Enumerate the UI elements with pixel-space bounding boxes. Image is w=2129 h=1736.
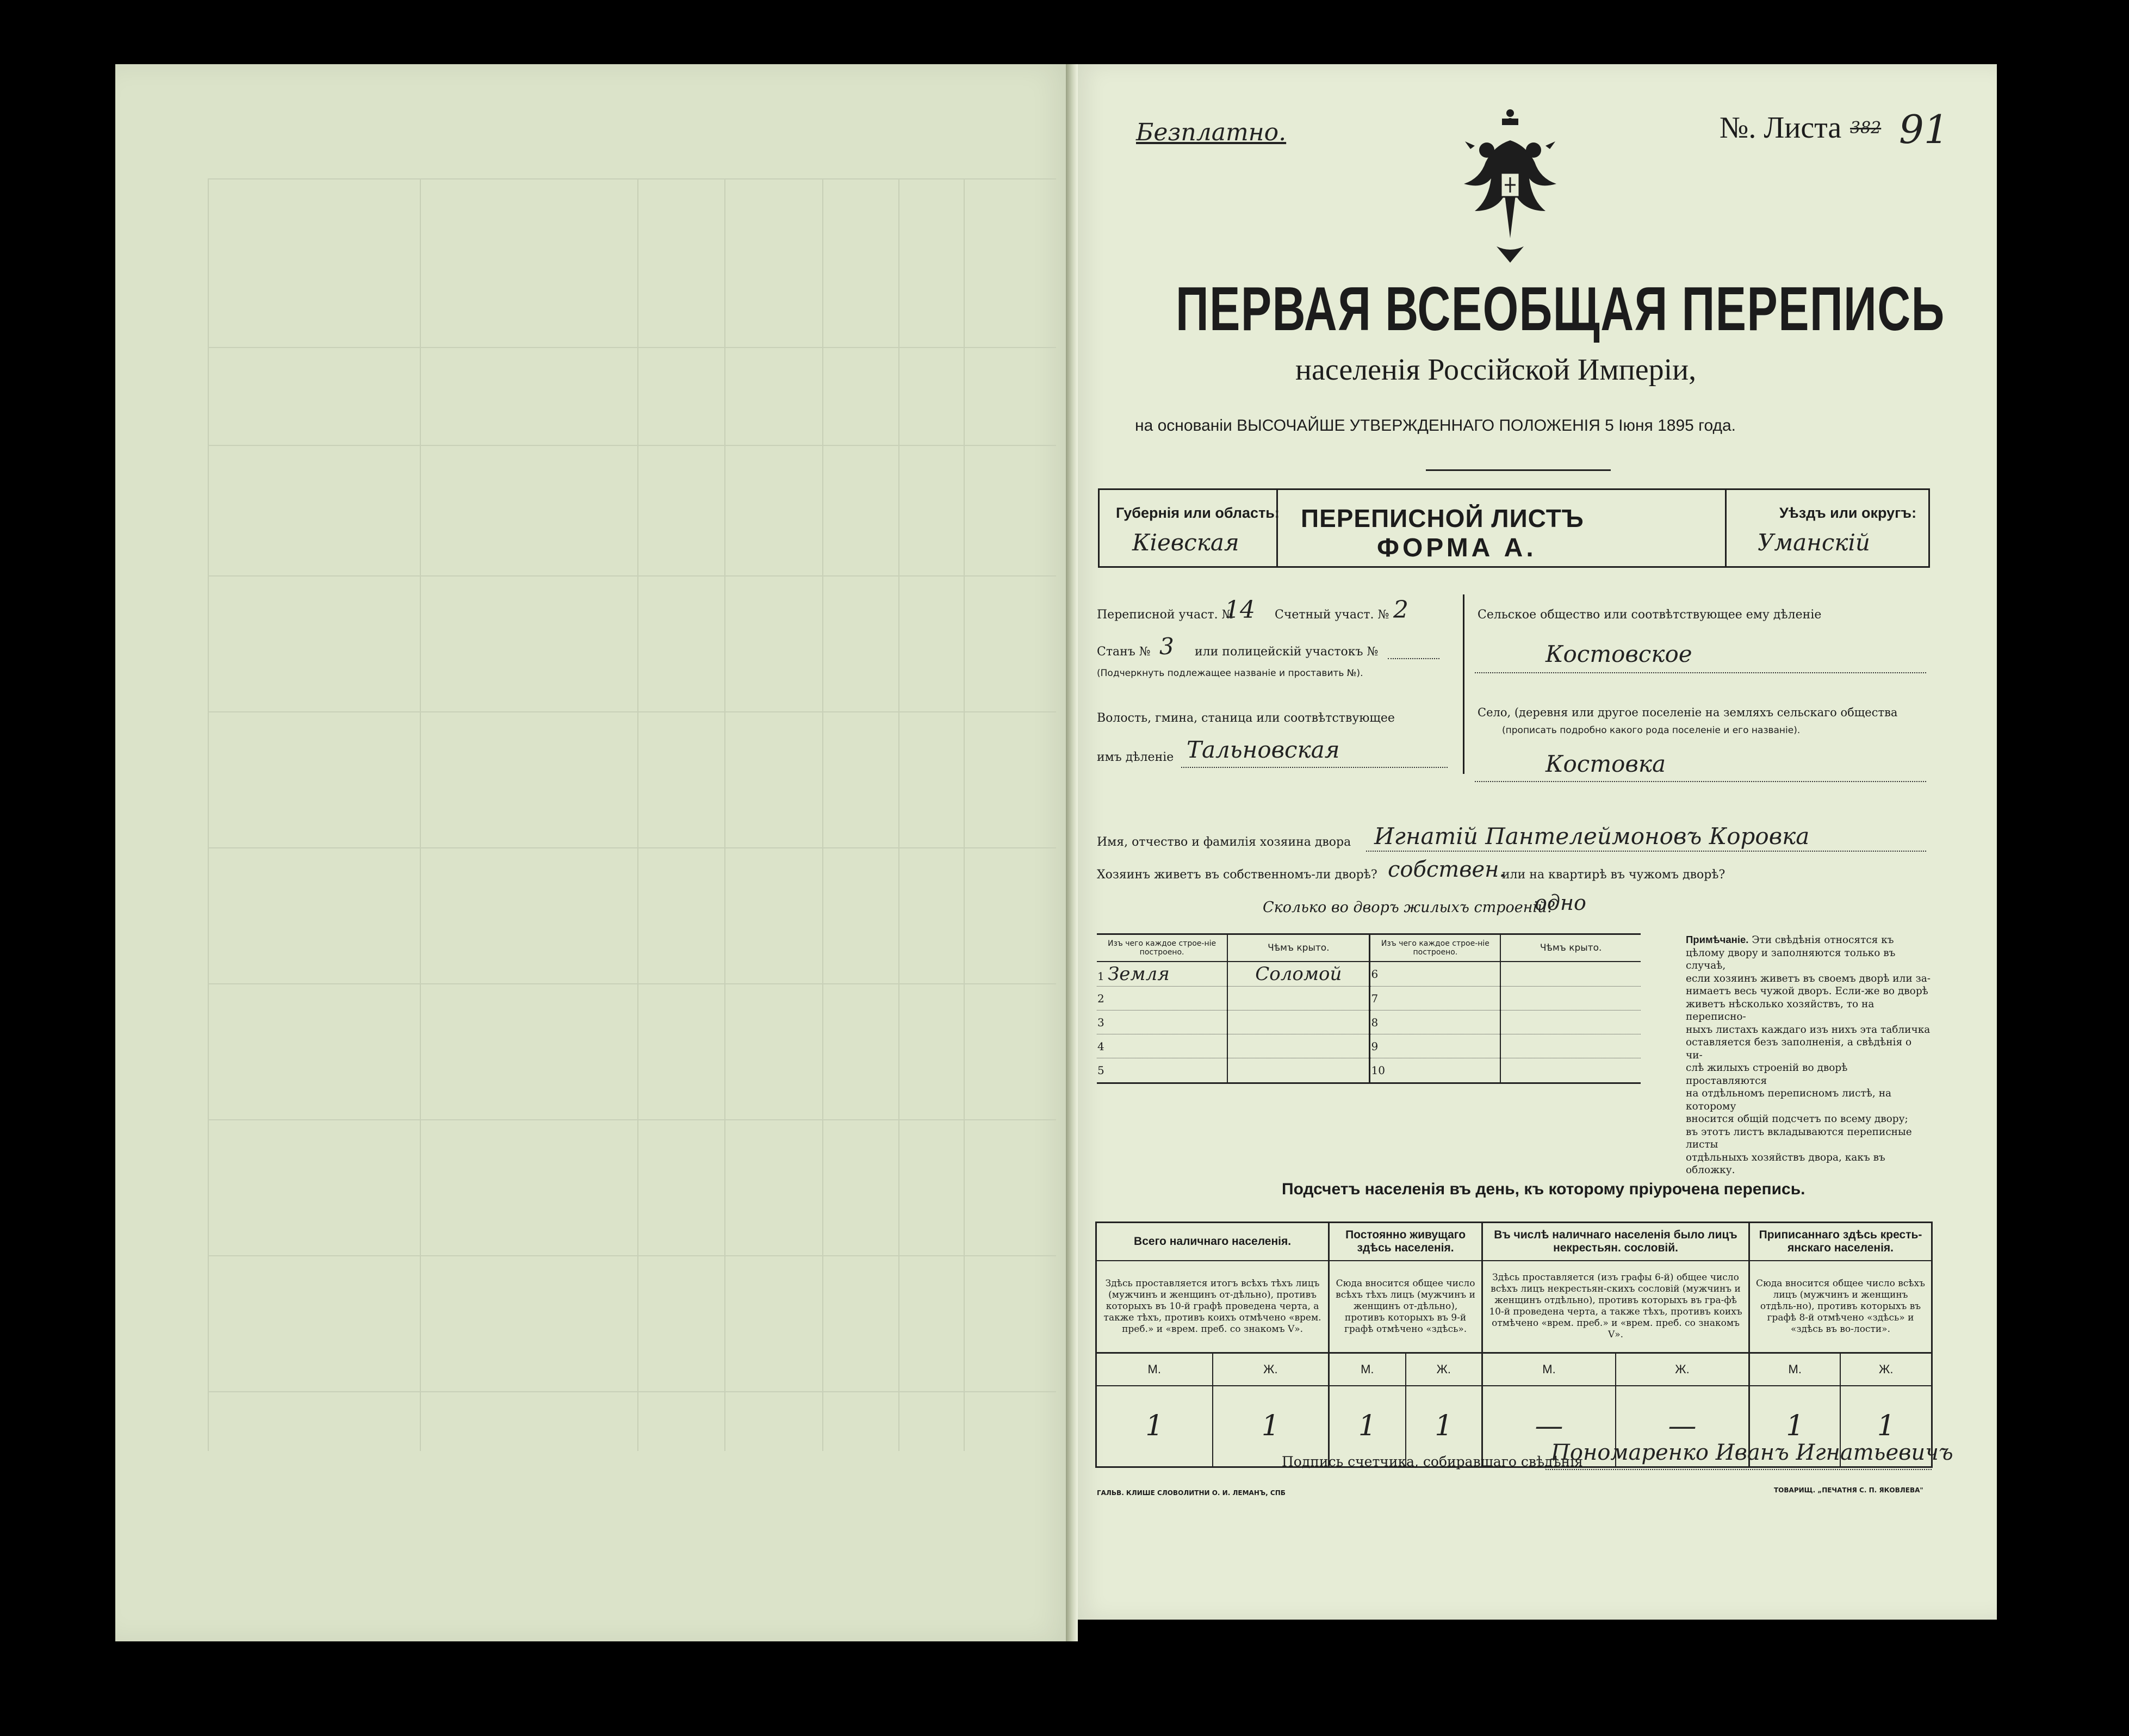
female-count: 1 <box>1406 1386 1482 1467</box>
note-line: оставляется безъ заполненія, а свѣдѣнія о чи- <box>1686 1037 1912 1061</box>
police-section-line <box>1388 658 1439 659</box>
building-row <box>1370 1034 1500 1058</box>
bleed-line <box>724 178 725 1451</box>
page-fold <box>1066 64 1078 1641</box>
community-label: Сельское общество или соотвѣтствующее ему дѣленіе <box>1478 608 1822 622</box>
building-row <box>1370 987 1500 1010</box>
row-number: 5 <box>1097 1064 1104 1077</box>
building-row <box>1097 1010 1227 1034</box>
census-section-label: Переписной участ. № <box>1097 608 1233 622</box>
row-number: 7 <box>1371 991 1379 1005</box>
bleed-line <box>208 1255 1056 1256</box>
count-description: Сюда вносится общее число всѣхъ лицъ (мужчинъ и женщинъ отдѣль-но), противъ которыхъ въ графѣ 8-й отмѣчено «здѣсь» и «здѣсь въ во-лости». <box>1756 1278 1925 1335</box>
bleed-line <box>208 1391 1056 1392</box>
district-value: Уманскій <box>1758 529 1870 556</box>
village-label: Село, (деревня или другое поселеніе на земляхъ сельскаго общества <box>1478 706 1898 719</box>
material-header: Изъ чего каждое строе-ніе построено. <box>1097 934 1227 962</box>
printer-credit-right: ТОВАРИЩ. „ПЕЧАТНЯ С. П. ЯКОВЛЕВА" <box>1774 1486 1923 1494</box>
sheet-number-label: №. Листа <box>1720 111 1842 145</box>
note-line: слѣ жилыхъ строеній во дворѣ проставляются <box>1686 1062 1848 1087</box>
note-line: отдѣльныхъ хозяйствъ двора, какъ въ обложку. <box>1686 1151 1885 1176</box>
row-number: 9 <box>1371 1039 1379 1053</box>
building-material: Земля <box>1108 963 1170 985</box>
row-number: 1 <box>1097 969 1104 983</box>
lives-value: собствен. <box>1388 857 1506 882</box>
count-header: Постоянно живущаго здѣсь населенія. <box>1329 1223 1482 1261</box>
count-title: Подсчетъ населенія въ день, къ которому пріурочена перепись. <box>1282 1180 1805 1198</box>
count-description: Сюда вносится общее число всѣхъ тѣхъ лицъ (мужчинъ и женщинъ от-дѣльно), противъ которыхъ въ 9-й графѣ отмѣчено «здѣсь». <box>1329 1261 1482 1353</box>
count-description: Здѣсь проставляется итогъ всѣхъ тѣхъ лицъ (мужчинъ и женщинъ от-дѣльно), противъ которыхъ въ 10-й графѣ проведена черта, а также тѣхъ, противъ коихъ отмѣчено «врем. преб.» и «врем. преб. со знакомъ V». <box>1096 1261 1329 1353</box>
female-label: Ж. <box>1879 1362 1894 1376</box>
bleed-line <box>208 347 1056 348</box>
ornament-divider <box>1426 469 1611 471</box>
bleed-line <box>208 445 1056 446</box>
count-header: Всего наличнаго населенія. <box>1096 1223 1329 1261</box>
roof-header-2: Чѣмъ крыто. <box>1540 942 1602 953</box>
note-line: въ этотъ листъ вкладываются переписные листы <box>1686 1126 1912 1150</box>
form-subtitle: населенія Россійской Имперіи, <box>1295 353 1697 387</box>
note-line: нимаетъ весь чужой дворъ. Если-же во дворѣ <box>1686 985 1928 997</box>
building-roof <box>1500 1034 1641 1058</box>
building-row <box>1370 962 1500 987</box>
form-a-label: ФОРМА А. <box>1377 534 1537 562</box>
village-note: (прописать подробно какого рода поселеніе и его названіе). <box>1502 725 1801 736</box>
owner-line <box>1366 851 1926 852</box>
note-line: Эти свѣдѣнія относятся къ <box>1752 934 1894 946</box>
count-description: Здѣсь проставляется (изъ графы 6-й) общее число всѣхъ лицъ некрестьян-скихъ сословій (мужчинъ и женщинъ отдѣльно), противъ которыхъ въ гра-фѣ 10-й проведена черта, а также тѣхъ, противъ коихъ отмѣчено «врем. преб.» и «врем. преб. со знакомъ V». <box>1482 1261 1749 1353</box>
building-row <box>1097 987 1227 1010</box>
count-header: Приписаннаго здѣсь кресть-янскаго населенія. <box>1759 1228 1922 1254</box>
note-line: цѣлому двору и заполняются только въ случаѣ, <box>1686 947 1896 971</box>
female-label: Ж. <box>1213 1353 1329 1386</box>
bleed-line <box>208 847 1056 848</box>
male-label: М. <box>1749 1353 1841 1386</box>
volost-line <box>1181 767 1448 768</box>
row-number: 2 <box>1097 991 1104 1005</box>
building-roof <box>1227 962 1370 987</box>
roof-value: Соломой <box>1255 963 1342 985</box>
owner-value: Игнатій Пантелеймоновъ Коровка <box>1374 823 1810 850</box>
bleed-line <box>822 178 823 1451</box>
census-sheet-title: ПЕРЕПИСНОЙ ЛИСТЪ <box>1301 504 1584 532</box>
female-count: — <box>1616 1386 1749 1467</box>
bleed-line <box>637 178 638 1451</box>
building-row <box>1097 1034 1227 1058</box>
volost-value: Тальновская <box>1187 736 1340 763</box>
roof-header: Чѣмъ крыто. <box>1227 934 1370 962</box>
lives-alt-label: или на квартирѣ въ чужомъ дворѣ? <box>1502 868 1725 882</box>
lives-label: Хозяинъ живетъ въ собственномъ-ли дворѣ? <box>1097 868 1377 882</box>
form-basis: на основаніи ВЫСОЧАЙШЕ УТВЕРЖДЕННАГО ПОЛОЖЕНІЯ 5 Іюня 1895 года. <box>1135 417 1736 435</box>
count-section-value: 2 <box>1393 596 1408 624</box>
note-label: Примѣчаніе. <box>1686 934 1749 945</box>
male-count: — <box>1482 1386 1616 1467</box>
census-section-value: 14 <box>1225 596 1255 624</box>
census-form-page <box>1072 64 1997 1620</box>
free-label: Безплатно. <box>1136 119 1287 146</box>
row-number: 4 <box>1097 1039 1104 1053</box>
signature-label: Подпись счетчика, собиравшаго свѣдѣнія <box>1282 1454 1583 1470</box>
sheet-number-struck: 382 <box>1850 119 1882 138</box>
note-line: ныхъ листахъ каждаго изъ нихъ эта табличка <box>1686 1024 1931 1036</box>
bleed-line <box>208 178 209 1451</box>
female-label: Ж. <box>1616 1353 1749 1386</box>
building-roof <box>1227 1058 1370 1083</box>
building-roof <box>1500 987 1641 1010</box>
police-section-label: или полицейскій участокъ № <box>1195 645 1379 659</box>
male-label: М. <box>1096 1353 1213 1386</box>
form-main-title: ПЕРВАЯ ВСЕОБЩАЯ ПЕРЕПИСЬ <box>1176 275 1945 344</box>
female-count: 1 <box>1877 1410 1895 1443</box>
bleed-line <box>964 178 965 1451</box>
community-line <box>1475 672 1926 673</box>
building-roof <box>1227 1010 1370 1034</box>
female-count: 1 <box>1213 1386 1329 1467</box>
stan-value: 3 <box>1159 633 1174 660</box>
sheet-number-value: 91 <box>1899 107 1949 152</box>
buildings-table <box>1097 933 1641 1084</box>
row-number: 10 <box>1371 1064 1385 1077</box>
bleed-line <box>208 178 1056 179</box>
building-row <box>1097 962 1227 987</box>
signature-line <box>1545 1469 1932 1470</box>
male-count: 1 <box>1096 1386 1213 1467</box>
owner-label: Имя, отчество и фамилія хозяина двора <box>1097 835 1351 849</box>
bleed-line <box>898 178 899 1451</box>
note-line: живетъ нѣсколько хозяйствъ, то на переписно- <box>1686 998 1874 1022</box>
volost-label: Волость, гмина, станица или соотвѣтствующее <box>1097 711 1395 725</box>
building-roof <box>1227 1034 1370 1058</box>
population-count-table <box>1095 1222 1933 1468</box>
bleed-line <box>208 983 1056 984</box>
buildings-value: одно <box>1535 891 1586 915</box>
male-count: 1 <box>1329 1386 1406 1467</box>
building-roof <box>1227 987 1370 1010</box>
material-header-2: Изъ чего каждое строе-ніе построено. <box>1370 934 1500 962</box>
row-number: 6 <box>1371 967 1379 981</box>
field-column-divider <box>1463 594 1464 774</box>
note-line: на отдѣльномъ переписномъ листѣ, на которому <box>1686 1088 1892 1112</box>
bleed-line <box>208 1119 1056 1120</box>
building-row <box>1370 1010 1500 1034</box>
bleed-line <box>208 711 1056 712</box>
building-row <box>1097 1058 1227 1083</box>
male-count: 1 <box>1749 1386 1841 1467</box>
building-roof <box>1500 1058 1641 1083</box>
box-divider <box>1276 490 1278 566</box>
stan-label: Станъ № <box>1097 645 1151 659</box>
count-section-label: Счетный участ. № <box>1275 608 1389 622</box>
male-label: М. <box>1329 1353 1406 1386</box>
row-number: 3 <box>1097 1015 1104 1029</box>
bleed-line <box>208 575 1056 576</box>
buildings-label: Сколько во дворъ жилыхъ строеній? <box>1263 899 1555 916</box>
province-value: Кіевская <box>1132 529 1239 556</box>
community-value: Костовское <box>1545 641 1692 667</box>
village-line <box>1475 781 1926 782</box>
male-label: М. <box>1482 1353 1616 1386</box>
underline-note: (Подчеркнуть подлежащее названіе и проставить №). <box>1097 668 1363 679</box>
building-row <box>1370 1058 1500 1083</box>
district-label: Уѣздъ или округъ: <box>1779 505 1917 521</box>
double-headed-eagle-emblem <box>1453 108 1567 271</box>
note-line: вносится общій подсчетъ по всему двору; <box>1686 1113 1908 1125</box>
building-roof <box>1500 962 1641 987</box>
printer-credit-left: ГАЛЬВ. КЛИШЕ СЛОВОЛИТНИ О. И. ЛЕМАНЪ, СПБ <box>1097 1489 1286 1497</box>
row-number: 8 <box>1371 1015 1379 1029</box>
left-page <box>115 64 1072 1641</box>
bleed-line <box>420 178 421 1451</box>
building-roof <box>1500 1010 1641 1034</box>
village-value: Костовка <box>1545 751 1666 777</box>
female-label: Ж. <box>1406 1353 1482 1386</box>
province-label: Губернія или область: <box>1116 505 1280 521</box>
note-line: если хозяинъ живетъ въ своемъ дворѣ или за- <box>1686 972 1931 984</box>
count-header: Въ числѣ наличнаго населенія было лицъ некрестьян. сословій. <box>1482 1223 1749 1261</box>
box-divider <box>1725 490 1727 566</box>
signature-value: Пономаренко Иванъ Игнатьевичъ <box>1551 1440 1953 1465</box>
note-block <box>1686 933 1931 1177</box>
volost-label-2: имъ дѣленіе <box>1097 751 1174 764</box>
